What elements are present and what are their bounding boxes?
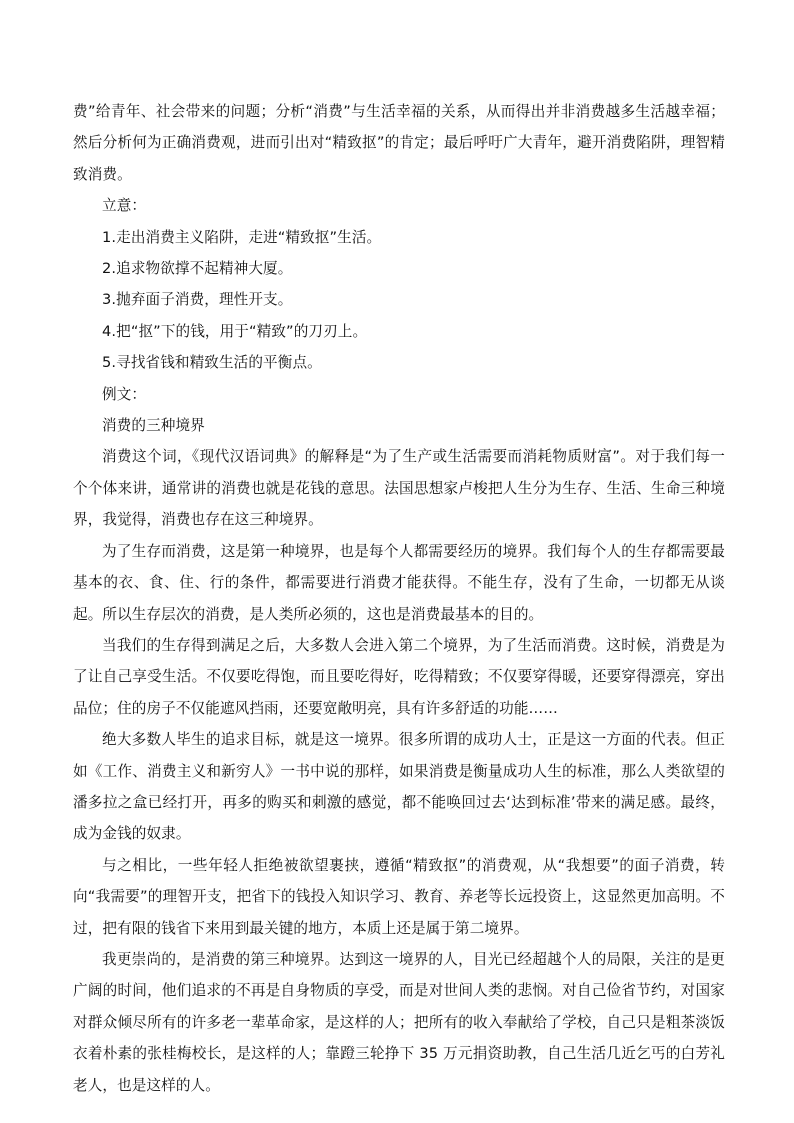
essay-paragraph: 消费这个词，《现代汉语词典》的解释是“为了生产或生活需要而消耗物质财富”。对于我们每一个个体来讲，通常讲的消费也就是花钱的意思。法国思想家卢梭把人生分为生存、生活、生命三种境界，我觉得，消费也存在这三种境界。 [73,448,725,529]
theme-item-3: 3.抛弃面子消费，理性开支。 [102,291,293,309]
essay-paragraph: 绝大多数人毕生的追求目标，就是这一境界。很多所谓的成功人士，正是这一方面的代表。但正如《工作、消费主义和新穷人》一书中说的那样，如果消费是衡量成功人生的标准，那么人类欲望的潘多拉之盒已经打开，再多的购买和刺激的感觉，都不能唤回过去‘达到标准’带来的满足感。最终，成为金钱的奴隶。 [73,731,725,843]
document-page [73,96,725,1101]
theme-item-5: 5.寻找省钱和精致生活的平衡点。 [102,354,322,372]
essay-paragraph: 我更崇尚的，是消费的第三种境界。达到这一境界的人，目光已经超越个人的局限，关注的是更广阔的时间，他们追求的不再是自身物质的享受，而是对世间人类的悲悯。对自己俭省节约，对国家对群众倾尽所有的许多老一辈革命家，是这样的人；把所有的收入奉献给了学校，自己只是粗茶淡饭衣着朴素的张桂梅校长，是这样的人；靠蹬三轮挣下 35 万元捐资助教，自己生活几近乞丐的白芳礼老人，也是这样的人。 [73,950,725,1094]
heading-liwen: 例文： [102,385,147,403]
essay-paragraph: 为了生存而消费，这是第一种境界，也是每个人都需要经历的境界。我们每个人的生存都需要最基本的衣、食、住、行的条件，都需要进行消费才能获得。不能生存，没有了生命，一切都无从谈起。所以生存层次的消费，是人类所必须的，这也是消费最基本的目的。 [73,542,725,623]
theme-item-4: 4.把“抠”下的钱，用于“精致”的刀刃上。 [102,322,368,340]
essay-title: 消费的三种境界 [102,417,205,435]
theme-item-2: 2.追求物欲撑不起精神大厦。 [102,260,293,278]
theme-item-1: 1.走出消费主义陷阱，走进“精致抠”生活。 [102,228,382,246]
essay-paragraph: 与之相比，一些年轻人拒绝被欲望裹挟，遵循“精致抠”的消费观，从“我想要”的面子消费，转向“我需要”的理智开支，把省下的钱投入知识学习、教育、养老等长远投资上，这显然更加高明。不过，把有限的钱省下来用到最关键的地方，本质上还是属于第二境界。 [73,856,725,937]
essay-paragraph: 当我们的生存得到满足之后，大多数人会进入第二个境界，为了生活而消费。这时候，消费是为了让自己享受生活。不仅要吃得饱，而且要吃得好，吃得精致；不仅要穿得暖，还要穿得漂亮，穿出品位；住的房子不仅能遮风挡雨，还要宽敞明亮，具有许多舒适的功能…… [73,636,725,717]
heading-liyi: 立意： [102,197,147,215]
paragraph-continued-intro: 费”给青年、社会带来的问题；分析“消费”与生活幸福的关系，从而得出并非消费越多生活越幸福；然后分析何为正确消费观，进而引出对“精致抠”的肯定；最后呼吁广大青年，避开消费陷阱，理智精致消费。 [73,103,725,183]
